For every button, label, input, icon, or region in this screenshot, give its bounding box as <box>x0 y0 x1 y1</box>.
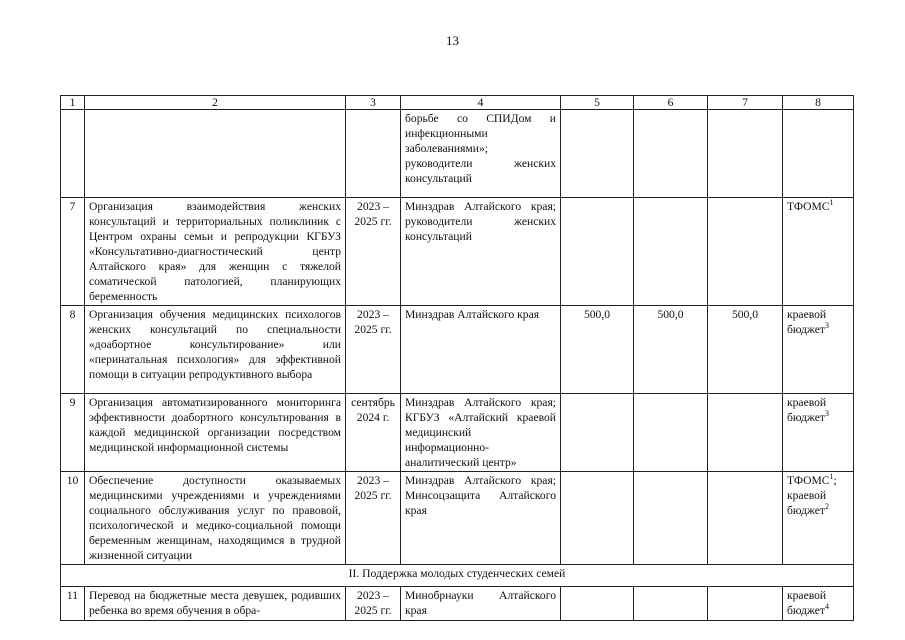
column-header: 7 <box>708 96 783 110</box>
funding-source <box>783 198 854 306</box>
funding-source-text-2: краевой бюджет <box>787 489 827 517</box>
funding-2024 <box>634 110 708 198</box>
funding-2025 <box>708 587 783 621</box>
deadline: 2023 – 2025 гг. <box>346 587 401 621</box>
funding-source <box>783 306 854 394</box>
measure-description: Перевод на бюджетные места девушек, родивших ребенка во время обучения в обра- <box>85 587 346 621</box>
deadline <box>346 110 401 198</box>
funding-2023 <box>561 587 634 621</box>
executors: Минобрнауки Алтайского края <box>401 587 561 621</box>
funding-source-text <box>787 488 849 518</box>
table-row <box>61 394 854 472</box>
funding-2023 <box>561 472 634 565</box>
measure-description: Организация взаимодействия женских консультаций и территориальных поликлиник с Центром охраны семьи и репродукции КГБУЗ «Консультативно-диагностический центр Алтайского края» для женщин с тяжелой соматической патологией, планирующих беременность <box>85 198 346 306</box>
separator: ; <box>833 474 837 487</box>
column-header: 3 <box>346 96 401 110</box>
column-header: 1 <box>61 96 85 110</box>
footnote-mark: 3 <box>824 321 829 331</box>
page-number: 13 <box>446 33 459 48</box>
row-number <box>61 110 85 198</box>
funding-2024 <box>634 198 708 306</box>
deadline: сентябрь 2024 г. <box>346 394 401 472</box>
footnote-mark: 1 <box>829 198 834 208</box>
column-header: 8 <box>783 96 854 110</box>
footnote-mark: 1 <box>829 472 834 482</box>
funding-2024 <box>634 587 708 621</box>
funding-source-text: краевой бюджет <box>787 589 827 617</box>
table-row <box>61 110 854 198</box>
funding-source <box>783 472 854 565</box>
funding-source <box>783 110 854 198</box>
funding-2025 <box>708 394 783 472</box>
section-title: II. Поддержка молодых студенческих семей <box>61 565 854 587</box>
measure-description: Организация автоматизированного мониторинга эффективности доабортного консультирования в каждой медицинской организации посредством медицинской информационной системы <box>85 394 346 472</box>
footnote-mark: 2 <box>824 502 829 512</box>
deadline: 2023 – 2025 гг. <box>346 198 401 306</box>
table-row <box>61 472 854 565</box>
executors: Минздрав Алтайского края; КГБУЗ «Алтайский краевой медицинский информационно-аналитический центр» <box>401 394 561 472</box>
executors: Минздрав Алтайского края; Минсоцзащита Алтайского края <box>401 472 561 565</box>
column-header: 4 <box>401 96 561 110</box>
executors: Минздрав Алтайского края <box>401 306 561 394</box>
table-row <box>61 198 854 306</box>
funding-2025 <box>708 472 783 565</box>
column-header: 5 <box>561 96 634 110</box>
funding-source-text: краевой бюджет <box>787 396 827 424</box>
funding-2025 <box>708 198 783 306</box>
measure-description <box>85 110 346 198</box>
table-row <box>61 306 854 394</box>
funding-2024 <box>634 472 708 565</box>
measures-table <box>60 95 854 621</box>
deadline: 2023 – 2025 гг. <box>346 306 401 394</box>
funding-2025 <box>708 110 783 198</box>
footnote-mark: 4 <box>824 602 829 612</box>
section-row <box>61 565 854 587</box>
column-header: 2 <box>85 96 346 110</box>
row-number: 8 <box>61 306 85 394</box>
funding-2024 <box>634 394 708 472</box>
funding-source-text: ТФОМС <box>787 200 830 213</box>
funding-source <box>783 394 854 472</box>
funding-source-text: ТФОМС <box>787 474 830 487</box>
deadline: 2023 – 2025 гг. <box>346 472 401 565</box>
measure-description: Обеспечение доступности оказываемых медицинскими учреждениями и учреждениями социального обслуживания услуг по правовой, психологической и медико-социальной помощи беременным женщинам, находящимся в трудной жизненной ситуации <box>85 472 346 565</box>
table-row <box>61 587 854 621</box>
executors: Минздрав Алтайского края; руководители женских консультаций <box>401 198 561 306</box>
funding-source <box>783 587 854 621</box>
funding-2023: 500,0 <box>561 306 634 394</box>
row-number: 10 <box>61 472 85 565</box>
funding-2025: 500,0 <box>708 306 783 394</box>
funding-2023 <box>561 198 634 306</box>
executors: борьбе со СПИДом и инфекционными заболеваниями»; руководители женских консультаций <box>401 110 561 198</box>
funding-2023 <box>561 394 634 472</box>
row-number: 11 <box>61 587 85 621</box>
measure-description: Организация обучения медицинских психологов женских консультаций по специальности «доабортное консультирование» или «перинатальная психология» для эффективной помощи в ситуации репродуктивного выбора <box>85 306 346 394</box>
footnote-mark: 3 <box>824 409 829 419</box>
funding-source-text: краевой бюджет <box>787 308 827 336</box>
column-number-row <box>61 96 854 110</box>
column-header: 6 <box>634 96 708 110</box>
funding-2024: 500,0 <box>634 306 708 394</box>
row-number: 7 <box>61 198 85 306</box>
row-number: 9 <box>61 394 85 472</box>
funding-2023 <box>561 110 634 198</box>
